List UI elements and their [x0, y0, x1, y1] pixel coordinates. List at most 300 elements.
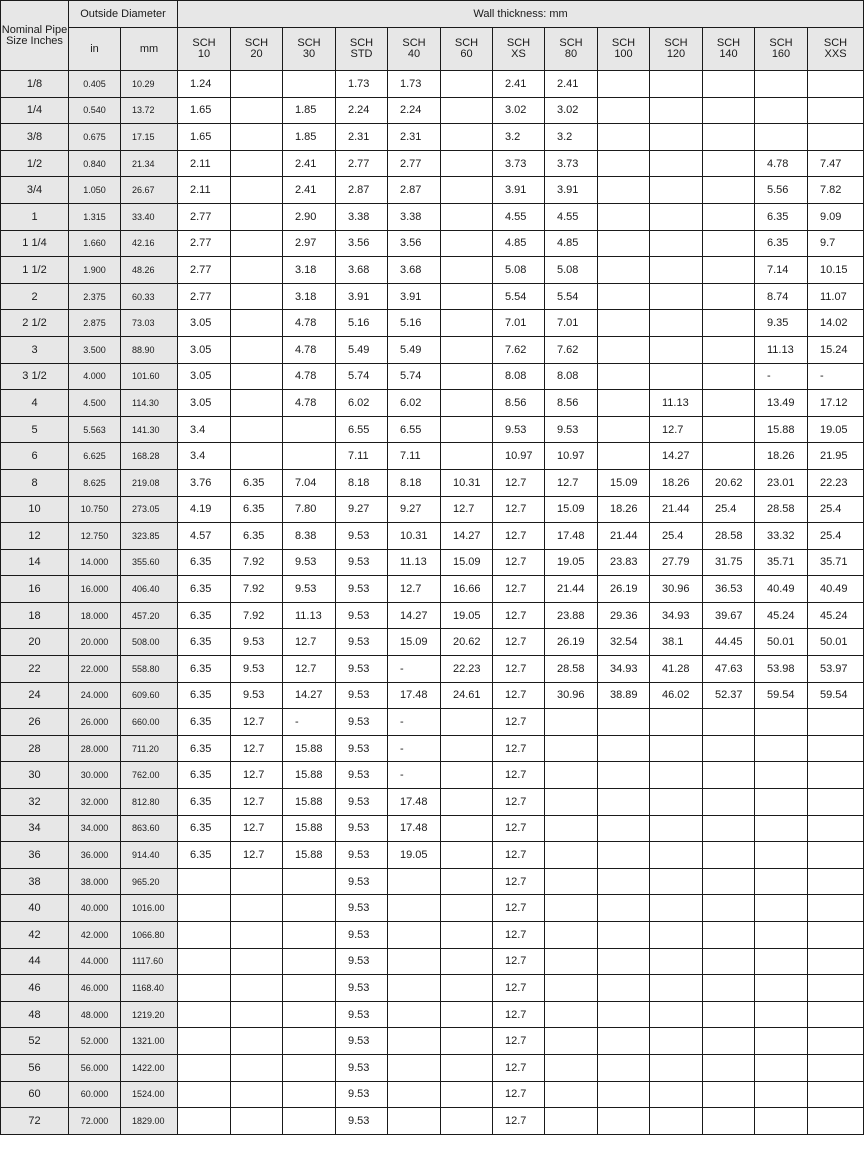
wall-thickness-cell: [598, 1001, 650, 1028]
nps-cell: 72: [1, 1108, 69, 1135]
wall-thickness-cell: [441, 230, 493, 257]
wall-thickness-cell: [703, 416, 755, 443]
nps-cell: 32: [1, 789, 69, 816]
od-mm-cell: 33.40: [121, 203, 178, 230]
od-in-cell: 2.875: [69, 310, 121, 337]
wall-thickness-cell: 2.41: [283, 177, 336, 204]
od-mm-cell: 1066.80: [121, 922, 178, 949]
wall-thickness-cell: [441, 1081, 493, 1108]
wall-thickness-cell: [441, 124, 493, 151]
wall-thickness-cell: 12.7: [493, 922, 545, 949]
wall-thickness-cell: 1.73: [336, 71, 388, 98]
wall-thickness-cell: 5.49: [388, 336, 441, 363]
wall-thickness-cell: 9.53: [336, 602, 388, 629]
wall-thickness-cell: [388, 868, 441, 895]
od-in-cell: 40.000: [69, 895, 121, 922]
od-in-header: in: [69, 28, 121, 71]
wall-thickness-cell: 2.77: [178, 283, 231, 310]
wall-thickness-cell: 17.12: [808, 390, 864, 417]
wall-thickness-cell: 2.41: [545, 71, 598, 98]
wall-thickness-cell: -: [755, 363, 808, 390]
wall-thickness-cell: 44.45: [703, 629, 755, 656]
wall-thickness-cell: [231, 416, 283, 443]
wall-thickness-cell: [545, 1081, 598, 1108]
wall-thickness-cell: [808, 842, 864, 869]
od-mm-cell: 1117.60: [121, 948, 178, 975]
table-row: [1, 948, 864, 975]
wall-thickness-cell: [808, 975, 864, 1002]
wall-thickness-cell: 9.27: [336, 496, 388, 523]
wall-thickness-cell: [755, 948, 808, 975]
wall-thickness-cell: [598, 230, 650, 257]
wall-thickness-cell: 59.54: [808, 682, 864, 709]
wall-thickness-cell: 35.71: [755, 549, 808, 576]
wall-thickness-cell: [755, 815, 808, 842]
wall-thickness-cell: [808, 948, 864, 975]
wall-thickness-cell: [650, 868, 703, 895]
wall-thickness-cell: 12.7: [493, 629, 545, 656]
table-row: [1, 150, 864, 177]
nps-cell: 40: [1, 895, 69, 922]
wall-thickness-cell: [598, 922, 650, 949]
wall-thickness-cell: 14.02: [808, 310, 864, 337]
table-row: [1, 177, 864, 204]
wall-thickness-cell: [755, 842, 808, 869]
nps-cell: 28: [1, 735, 69, 762]
wall-thickness-cell: 9.7: [808, 230, 864, 257]
wall-thickness-cell: [650, 310, 703, 337]
table-row: [1, 735, 864, 762]
wall-thickness-cell: 12.7: [545, 469, 598, 496]
wall-thickness-cell: [650, 363, 703, 390]
wall-thickness-cell: 7.80: [283, 496, 336, 523]
wall-thickness-cell: 10.31: [441, 469, 493, 496]
wall-thickness-cell: 9.53: [336, 1054, 388, 1081]
wall-thickness-cell: 12.7: [650, 416, 703, 443]
wall-thickness-cell: 12.7: [493, 709, 545, 736]
wall-thickness-cell: 9.53: [336, 549, 388, 576]
wall-thickness-cell: 1.65: [178, 97, 231, 124]
od-mm-cell: 762.00: [121, 762, 178, 789]
nps-cell: 24: [1, 682, 69, 709]
wall-thickness-cell: 3.2: [545, 124, 598, 151]
wall-thickness-cell: 9.53: [336, 975, 388, 1002]
wall-thickness-cell: 12.7: [493, 789, 545, 816]
schedule-header: SCH 40: [388, 28, 441, 71]
wall-thickness-cell: [178, 922, 231, 949]
wall-thickness-cell: [388, 1028, 441, 1055]
wall-thickness-cell: [703, 177, 755, 204]
od-in-cell: 6.625: [69, 443, 121, 470]
od-in-cell: 24.000: [69, 682, 121, 709]
od-mm-cell: 141.30: [121, 416, 178, 443]
schedule-header: SCH 30: [283, 28, 336, 71]
wall-thickness-cell: [441, 336, 493, 363]
wall-thickness-cell: [650, 203, 703, 230]
nps-cell: 2 1/2: [1, 310, 69, 337]
schedule-header: SCH 140: [703, 28, 755, 71]
wall-thickness-cell: 28.58: [545, 656, 598, 683]
wall-thickness-cell: 6.35: [178, 576, 231, 603]
wall-thickness-cell: [703, 363, 755, 390]
wall-thickness-cell: [650, 815, 703, 842]
wall-thickness-cell: 5.16: [388, 310, 441, 337]
wall-thickness-cell: 12.7: [231, 762, 283, 789]
wall-thickness-cell: 8.18: [388, 469, 441, 496]
table-header: [1, 1, 864, 71]
wall-thickness-cell: [283, 948, 336, 975]
wall-thickness-cell: [545, 709, 598, 736]
wall-thickness-cell: 3.05: [178, 310, 231, 337]
nps-cell: 42: [1, 922, 69, 949]
nps-cell: 1: [1, 203, 69, 230]
wall-thickness-cell: 45.24: [755, 602, 808, 629]
wall-thickness-cell: 9.53: [336, 576, 388, 603]
wall-thickness-cell: [755, 789, 808, 816]
wall-thickness-cell: 7.01: [545, 310, 598, 337]
wall-thickness-cell: 9.53: [336, 1028, 388, 1055]
wall-thickness-cell: 15.88: [283, 842, 336, 869]
table-row: [1, 310, 864, 337]
wall-thickness-cell: 16.66: [441, 576, 493, 603]
wall-thickness-cell: [441, 283, 493, 310]
wall-thickness-cell: 11.13: [283, 602, 336, 629]
wall-thickness-cell: [703, 948, 755, 975]
wall-thickness-cell: 5.16: [336, 310, 388, 337]
wall-thickness-cell: [598, 709, 650, 736]
wall-thickness-cell: 3.38: [336, 203, 388, 230]
wall-thickness-cell: [441, 1108, 493, 1135]
wall-thickness-cell: [808, 815, 864, 842]
wall-thickness-cell: [598, 124, 650, 151]
wall-thickness-cell: [650, 1001, 703, 1028]
wall-thickness-cell: [545, 1001, 598, 1028]
wall-thickness-cell: [703, 203, 755, 230]
wall-thickness-cell: 9.53: [231, 656, 283, 683]
wall-thickness-cell: [441, 868, 493, 895]
wall-thickness-cell: [441, 762, 493, 789]
wall-thickness-cell: 7.14: [755, 257, 808, 284]
nps-cell: 2: [1, 283, 69, 310]
wall-thickness-cell: [545, 975, 598, 1002]
wall-thickness-cell: 3.4: [178, 416, 231, 443]
wall-thickness-cell: -: [388, 735, 441, 762]
wall-thickness-cell: 20.62: [703, 469, 755, 496]
wall-thickness-cell: [283, 1054, 336, 1081]
od-in-cell: 72.000: [69, 1108, 121, 1135]
wall-thickness-cell: [598, 203, 650, 230]
wall-thickness-cell: 3.38: [388, 203, 441, 230]
od-mm-cell: 1321.00: [121, 1028, 178, 1055]
wall-thickness-cell: 18.26: [650, 469, 703, 496]
wall-thickness-cell: 6.35: [178, 549, 231, 576]
wall-thickness-cell: [703, 1028, 755, 1055]
wall-thickness-cell: [283, 1001, 336, 1028]
wall-thickness-cell: [598, 975, 650, 1002]
wall-thickness-cell: [755, 1001, 808, 1028]
wall-thickness-cell: 39.67: [703, 602, 755, 629]
wall-thickness-cell: 12.7: [493, 842, 545, 869]
wall-thickness-cell: [231, 1081, 283, 1108]
wall-thickness-cell: 2.24: [336, 97, 388, 124]
wall-thickness-cell: 3.02: [493, 97, 545, 124]
wall-thickness-cell: 15.09: [388, 629, 441, 656]
table-row: [1, 868, 864, 895]
od-mm-cell: 711.20: [121, 735, 178, 762]
od-in-cell: 0.675: [69, 124, 121, 151]
wall-thickness-cell: 38.89: [598, 682, 650, 709]
od-mm-cell: 1524.00: [121, 1081, 178, 1108]
od-in-cell: 34.000: [69, 815, 121, 842]
wall-thickness-cell: 1.65: [178, 124, 231, 151]
wall-thickness-cell: 1.73: [388, 71, 441, 98]
wall-thickness-cell: 12.7: [493, 469, 545, 496]
od-mm-cell: 48.26: [121, 257, 178, 284]
wall-thickness-cell: [808, 124, 864, 151]
wall-thickness-cell: -: [388, 709, 441, 736]
wall-thickness-cell: [755, 124, 808, 151]
wall-thickness-cell: [598, 257, 650, 284]
wall-thickness-cell: [598, 1028, 650, 1055]
wall-thickness-cell: [703, 762, 755, 789]
od-in-cell: 38.000: [69, 868, 121, 895]
wall-thickness-cell: [441, 390, 493, 417]
wall-thickness-cell: 2.77: [388, 150, 441, 177]
od-mm-cell: 558.80: [121, 656, 178, 683]
wall-thickness-cell: 32.54: [598, 629, 650, 656]
wall-thickness-cell: 9.53: [336, 523, 388, 550]
wall-thickness-cell: [441, 71, 493, 98]
od-in-cell: 44.000: [69, 948, 121, 975]
table-row: [1, 1001, 864, 1028]
wall-thickness-cell: [231, 257, 283, 284]
wall-thickness-cell: [650, 1028, 703, 1055]
table-row: [1, 842, 864, 869]
wall-thickness-cell: [231, 124, 283, 151]
od-in-cell: 3.500: [69, 336, 121, 363]
wall-thickness-cell: [231, 975, 283, 1002]
wall-thickness-cell: [231, 97, 283, 124]
od-mm-cell: 863.60: [121, 815, 178, 842]
wall-thickness-cell: [231, 336, 283, 363]
wall-thickness-cell: [441, 789, 493, 816]
wall-thickness-cell: [231, 283, 283, 310]
wall-thickness-cell: [598, 363, 650, 390]
wall-thickness-cell: 6.35: [178, 682, 231, 709]
wall-thickness-cell: 9.53: [231, 629, 283, 656]
wall-thickness-cell: 12.7: [493, 656, 545, 683]
wall-thickness-cell: [598, 71, 650, 98]
wall-thickness-cell: 12.7: [493, 602, 545, 629]
nps-cell: 1 1/2: [1, 257, 69, 284]
wall-thickness-cell: [703, 150, 755, 177]
wall-thickness-cell: 21.95: [808, 443, 864, 470]
schedule-header: SCH 80: [545, 28, 598, 71]
od-in-cell: 0.840: [69, 150, 121, 177]
wall-thickness-cell: 9.53: [336, 948, 388, 975]
wall-thickness-cell: 6.35: [231, 496, 283, 523]
table-row: [1, 922, 864, 949]
wall-thickness-cell: 4.78: [755, 150, 808, 177]
wall-thickness-cell: 4.78: [283, 310, 336, 337]
wall-thickness-cell: [441, 922, 493, 949]
od-in-cell: 5.563: [69, 416, 121, 443]
wall-thickness-cell: [703, 390, 755, 417]
wall-thickness-cell: [755, 1028, 808, 1055]
wall-thickness-cell: [755, 735, 808, 762]
wall-thickness-cell: 28.58: [755, 496, 808, 523]
wall-thickness-cell: 14.27: [283, 682, 336, 709]
od-mm-cell: 1016.00: [121, 895, 178, 922]
wall-thickness-cell: [703, 975, 755, 1002]
wall-thickness-cell: 5.74: [336, 363, 388, 390]
wall-thickness-cell: 12.7: [231, 709, 283, 736]
wall-thickness-cell: 41.28: [650, 656, 703, 683]
wall-thickness-cell: 2.77: [178, 230, 231, 257]
wall-thickness-cell: [283, 895, 336, 922]
wall-thickness-cell: 15.09: [441, 549, 493, 576]
wall-thickness-cell: 9.53: [336, 922, 388, 949]
wall-thickness-cell: 9.53: [336, 815, 388, 842]
wall-thickness-cell: [755, 895, 808, 922]
wall-thickness-cell: 7.04: [283, 469, 336, 496]
table-row: [1, 709, 864, 736]
wall-thickness-cell: 50.01: [808, 629, 864, 656]
wall-thickness-cell: 6.35: [178, 735, 231, 762]
wall-thickness-cell: 12.7: [493, 549, 545, 576]
wall-thickness-cell: 9.53: [545, 416, 598, 443]
wall-thickness-cell: [388, 1054, 441, 1081]
wall-thickness-cell: [650, 177, 703, 204]
nps-cell: 30: [1, 762, 69, 789]
nps-cell: 60: [1, 1081, 69, 1108]
wall-thickness-cell: [441, 1028, 493, 1055]
wall-thickness-cell: [388, 895, 441, 922]
wall-thickness-cell: [441, 709, 493, 736]
wall-thickness-cell: [283, 1028, 336, 1055]
nps-cell: 4: [1, 390, 69, 417]
wall-thickness-cell: [808, 789, 864, 816]
wall-thickness-cell: [441, 150, 493, 177]
wall-thickness-cell: 12.7: [493, 1001, 545, 1028]
table-row: [1, 815, 864, 842]
wall-thickness-cell: [755, 1108, 808, 1135]
wall-thickness-cell: [703, 1081, 755, 1108]
od-mm-cell: 323.85: [121, 523, 178, 550]
wall-thickness-cell: [755, 762, 808, 789]
table-row: [1, 682, 864, 709]
wall-thickness-cell: [441, 895, 493, 922]
wall-thickness-cell: [178, 1108, 231, 1135]
od-mm-cell: 114.30: [121, 390, 178, 417]
od-mm-cell: 13.72: [121, 97, 178, 124]
nps-cell: 16: [1, 576, 69, 603]
od-mm-cell: 10.29: [121, 71, 178, 98]
wall-thickness-cell: [178, 975, 231, 1002]
table-row: [1, 283, 864, 310]
wall-thickness-cell: 14.27: [650, 443, 703, 470]
wall-thickness-cell: [441, 735, 493, 762]
wall-thickness-cell: 7.92: [231, 549, 283, 576]
wall-thickness-cell: 3.4: [178, 443, 231, 470]
nps-cell: 22: [1, 656, 69, 683]
wall-thickness-cell: 22.23: [441, 656, 493, 683]
wall-thickness-cell: 23.01: [755, 469, 808, 496]
wall-thickness-cell: [650, 1108, 703, 1135]
wall-thickness-cell: [808, 735, 864, 762]
wall-thickness-cell: [545, 842, 598, 869]
wall-thickness-cell: 7.01: [493, 310, 545, 337]
wall-thickness-cell: 8.08: [545, 363, 598, 390]
wall-thickness-cell: 9.53: [336, 789, 388, 816]
wall-thickness-cell: 2.97: [283, 230, 336, 257]
nps-cell: 1 1/4: [1, 230, 69, 257]
wall-thickness-cell: 2.31: [388, 124, 441, 151]
schedule-header: SCH 20: [231, 28, 283, 71]
od-mm-cell: 1829.00: [121, 1108, 178, 1135]
wall-thickness-cell: 9.53: [336, 1001, 388, 1028]
wall-thickness-cell: [598, 789, 650, 816]
wall-thickness-cell: 2.77: [178, 203, 231, 230]
wall-thickness-cell: [441, 363, 493, 390]
wall-thickness-cell: [650, 1054, 703, 1081]
wall-thickness-cell: 23.88: [545, 602, 598, 629]
nps-cell: 20: [1, 629, 69, 656]
wall-thickness-cell: [598, 150, 650, 177]
wall-thickness-cell: 12.7: [493, 523, 545, 550]
wall-thickness-cell: 17.48: [388, 789, 441, 816]
nps-cell: 34: [1, 815, 69, 842]
table-row: [1, 629, 864, 656]
wall-thickness-cell: 25.4: [650, 523, 703, 550]
wall-thickness-cell: [808, 1108, 864, 1135]
wall-thickness-cell: 59.54: [755, 682, 808, 709]
wall-thickness-cell: 11.13: [650, 390, 703, 417]
wall-thickness-cell: 35.71: [808, 549, 864, 576]
wall-thickness-cell: 7.62: [493, 336, 545, 363]
table-row: [1, 576, 864, 603]
wall-thickness-cell: 23.83: [598, 549, 650, 576]
wall-thickness-cell: 3.68: [336, 257, 388, 284]
wall-thickness-cell: [441, 203, 493, 230]
wall-thickness-cell: [755, 1081, 808, 1108]
od-in-cell: 2.375: [69, 283, 121, 310]
wall-thickness-cell: [703, 443, 755, 470]
table-row: [1, 523, 864, 550]
wall-thickness-cell: [703, 310, 755, 337]
wall-thickness-cell: 17.48: [388, 682, 441, 709]
wall-thickness-cell: 53.97: [808, 656, 864, 683]
wall-thickness-cell: 2.24: [388, 97, 441, 124]
wall-thickness-cell: [545, 1108, 598, 1135]
wall-thickness-cell: 11.13: [388, 549, 441, 576]
wall-thickness-cell: 6.35: [178, 815, 231, 842]
wall-thickness-cell: [545, 922, 598, 949]
wall-thickness-cell: 50.01: [755, 629, 808, 656]
wall-thickness-cell: [650, 948, 703, 975]
wall-thickness-cell: 15.88: [283, 815, 336, 842]
wall-thickness-cell: [231, 363, 283, 390]
wall-thickness-cell: 5.74: [388, 363, 441, 390]
od-in-cell: 1.900: [69, 257, 121, 284]
nps-cell: 36: [1, 842, 69, 869]
wall-thickness-cell: 12.7: [493, 1054, 545, 1081]
wall-thickness-cell: 8.56: [493, 390, 545, 417]
od-mm-cell: 168.28: [121, 443, 178, 470]
wall-thickness-cell: [755, 922, 808, 949]
od-in-cell: 1.660: [69, 230, 121, 257]
wall-thickness-cell: [755, 71, 808, 98]
